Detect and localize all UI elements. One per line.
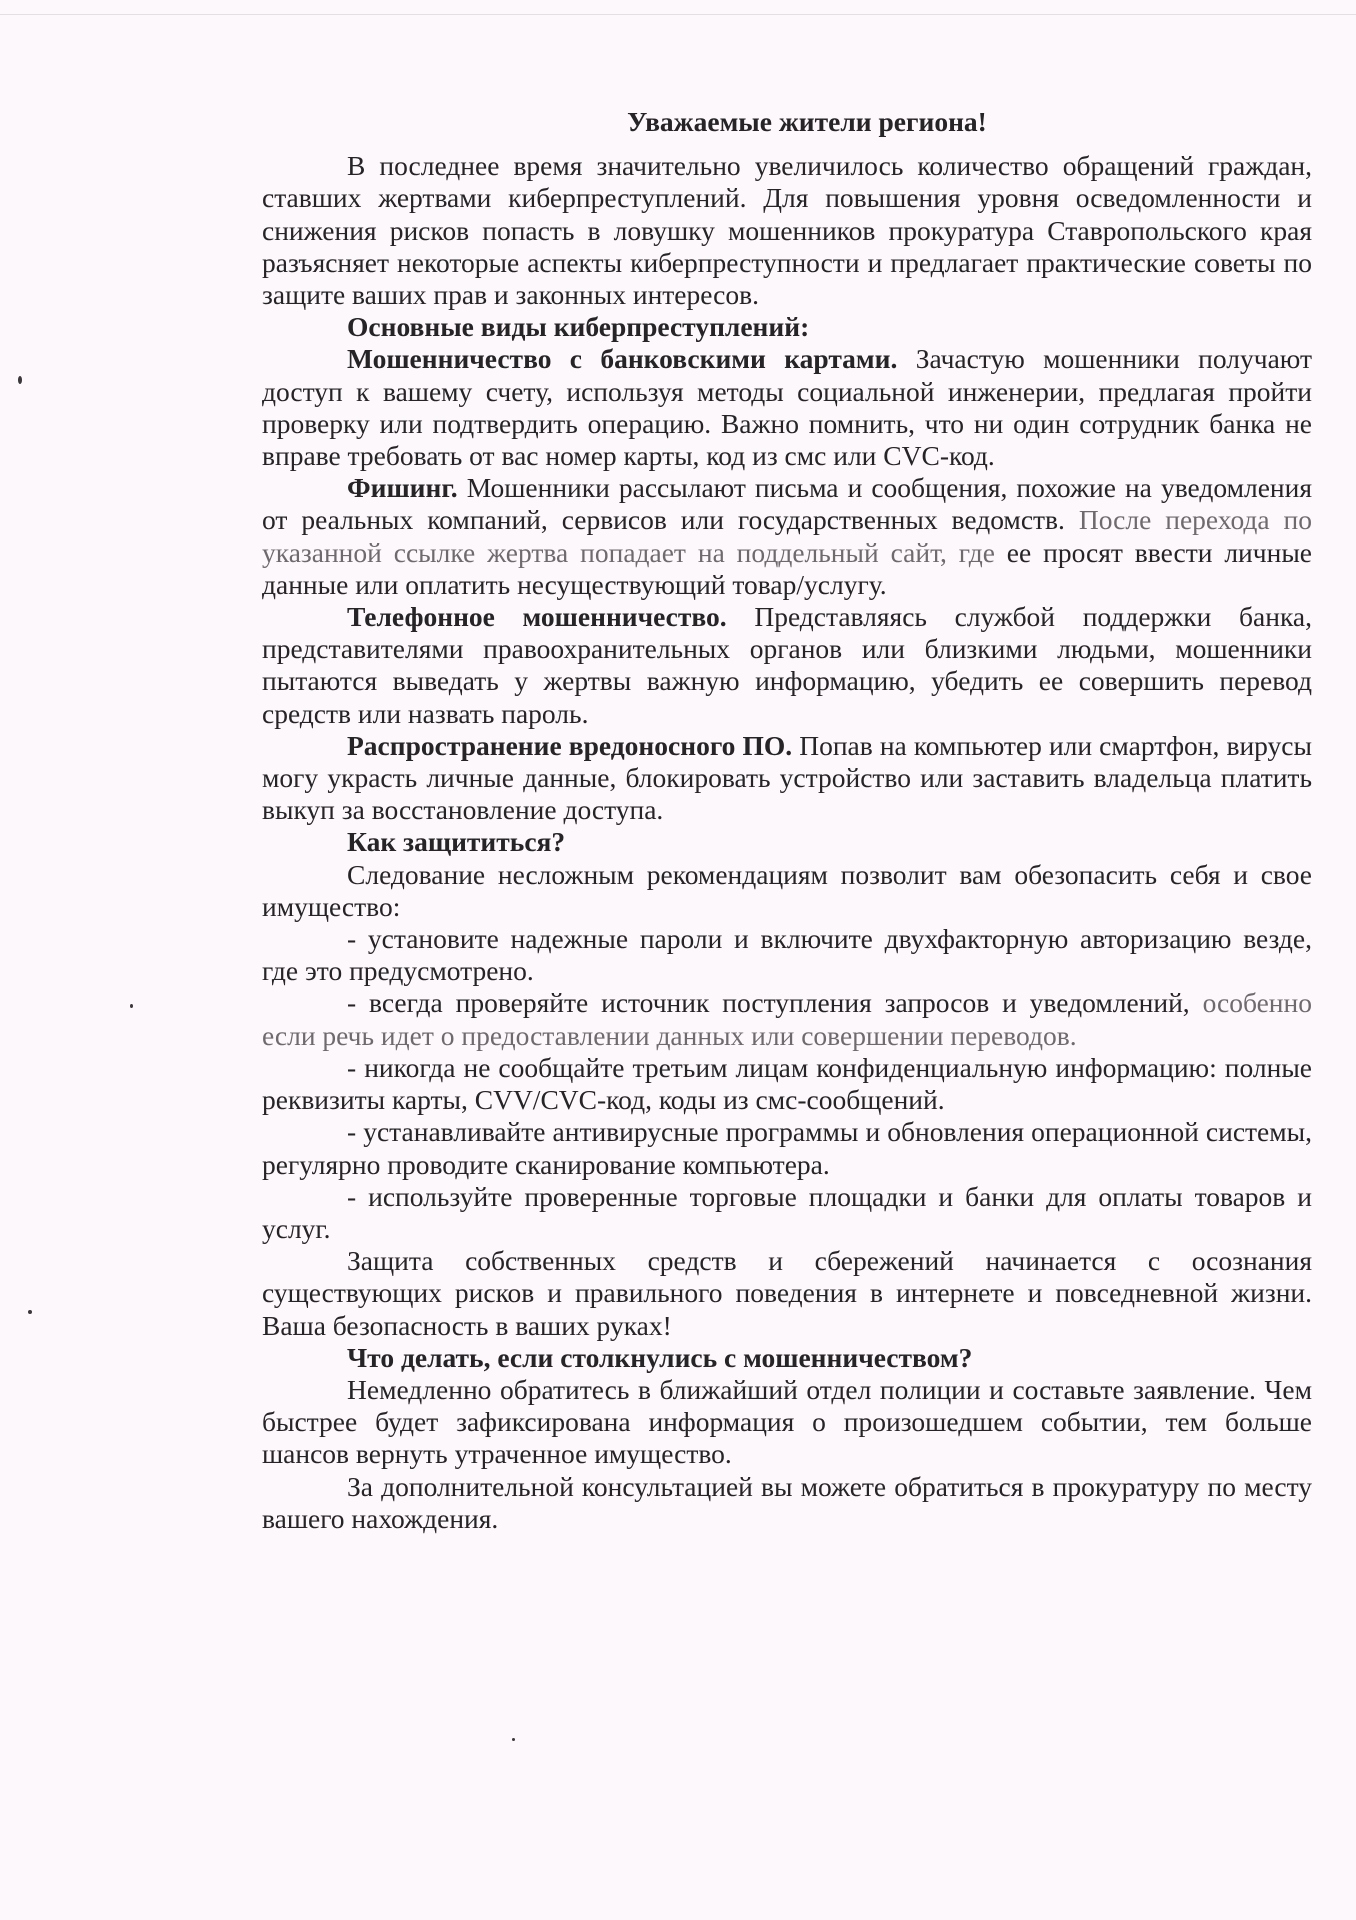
action-paragraph: Немедленно обратитесь в ближайший отдел полиции и составьте заявление. Чем быстрее будет зафиксирована информация о произошедшем событии, тем больше шансов вернуть утраченное имущество. (262, 1373, 1312, 1470)
tip-antivirus: - устанавливайте антивирусные программы и обновления операционной системы, регулярно проводите сканирование компьютера. (262, 1116, 1312, 1180)
protect-intro: Следование несложным рекомендациям позволит вам обезопасить себя и свое имущество: (262, 858, 1312, 922)
malware-paragraph (262, 730, 1312, 827)
letter-body (262, 106, 1312, 1535)
malware-text: Попав на компьютер или смартфон, вирусы могу украсть личные данные, блокировать устройство или заставить владельца платить выкуп за восстановление доступа. (262, 729, 1312, 826)
conclusion-paragraph: Защита собственных средств и сбережений начинается с осознания существующих рисков и правильного поведения в интернете и повседневной жизни. Ваша безопасность в ваших руках! (262, 1245, 1312, 1341)
card-fraud-text: Зачастую мошенники получают доступ к вашему счету, используя методы социальной инженерии, предлагая пройти проверку или подтвердить операцию. Важно помнить, что ни один сотрудник банка не вправе требовать от вас номер карты, код из смс или CVC-код. (262, 343, 1312, 472)
phishing-paragraph (262, 472, 1312, 601)
letter-title: Уважаемые жители региона! (627, 106, 987, 137)
scan-edge-line (0, 14, 1356, 15)
phishing-text-2: После перехода по указанной ссылке жертва попадает на поддельный сайт, где (262, 504, 1312, 568)
phishing-text-1: Мошенники рассылают письма и сообщения, похожие на уведомления от реальных компаний, сервисов или государственных ведомств. (262, 472, 1312, 536)
tip-passwords: - установите надежные пароли и включите двухфакторную авторизацию везде, где это предусмотрено. (262, 923, 1312, 987)
intro-paragraph: В последнее время значительно увеличилось количество обращений граждан, ставших жертвами киберпреступлений. Для повышения уровня осведомленности и снижения рисков попасть в ловушку мошенников прокуратура Ставропольского края разъясняет некоторые аспекты киберпреступности и предлагает практические советы по защите ваших прав и законных интересов. (262, 150, 1312, 311)
phishing-lead: Фишинг. (347, 472, 458, 504)
phone-fraud-lead: Телефонное мошенничество. (347, 601, 727, 633)
consult-paragraph: За дополнительной консультацией вы можете обратиться в прокуратуру по месту вашего нахождения. (262, 1470, 1312, 1534)
phone-fraud-paragraph (262, 601, 1312, 730)
tip-verify-text-faded: особенно если речь идет о предоставлении данных или совершении переводов. (262, 987, 1312, 1051)
action-heading: Что делать, если столкнулись с мошенничеством? (347, 1341, 973, 1373)
card-fraud-lead: Мошенничество с банковскими картами. (347, 343, 898, 375)
card-fraud-paragraph (262, 343, 1312, 472)
tip-confidential: - никогда не сообщайте третьим лицам конфиденциальную информацию: полные реквизиты карты, CVV/CVC-код, коды из смс-сообщений. (262, 1051, 1312, 1116)
tip-trusted-shops: - используйте проверенные торговые площадки и банки для оплаты товаров и услуг. (262, 1180, 1312, 1244)
phone-fraud-text: Представляясь службой поддержки банка, представителями правоохранительных органов или близкими людьми, мошенники пытаются выведать у жертвы важную информацию, убедить ее совершить перевод средств или назвать пароль. (262, 601, 1312, 729)
tip-verify-text: - всегда проверяйте источник поступления запросов и уведомлений, (347, 987, 1203, 1019)
types-heading: Основные виды киберпреступлений: (347, 311, 810, 343)
tip-verify-sources (262, 987, 1312, 1051)
phishing-text-3: ее просят ввести личные данные или оплатить несуществующий товар/услугу. (262, 536, 1312, 600)
malware-lead: Распространение вредоносного ПО. (347, 729, 793, 761)
protect-heading: Как защититься? (347, 826, 566, 858)
